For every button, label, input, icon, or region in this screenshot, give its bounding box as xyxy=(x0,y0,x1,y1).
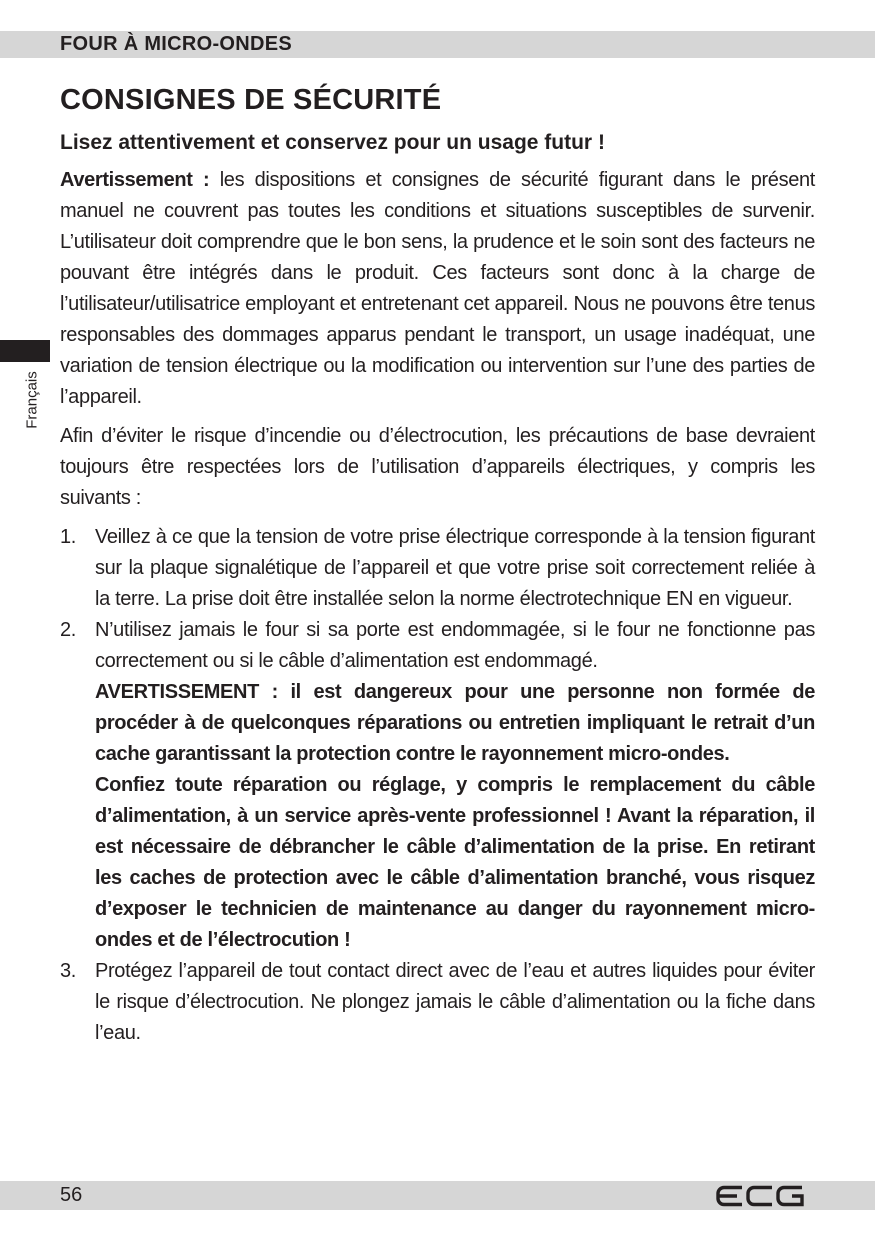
warning-text: les dispositions et consignes de sécurité figurant dans le présent manuel ne couvrent pas toutes les conditions et situations susceptibles de survenir. L’utilisateur doit comprendre que le bon sens, la prudence et le soin sont des facteurs ne pouvant être intégrés dans le produit. Ces facteurs sont donc à la charge de l’utilisateur/utilisatrice employant et entretenant cet appareil. Nous ne pouvons être tenus responsables des dommages apparus pendant le transport, un usage inadéquat, une variation de tension électrique ou la modification ou intervention sur l’une des parties de l’appareil. xyxy=(60,169,815,408)
list-item-number: 2. xyxy=(60,619,76,641)
main-content xyxy=(60,84,815,1049)
warning-label: Avertissement : xyxy=(60,169,210,191)
side-tab-language: Français xyxy=(23,371,41,429)
page-title: CONSIGNES DE SÉCURITÉ xyxy=(60,84,442,116)
ecg-logo xyxy=(716,1185,804,1207)
safety-list xyxy=(60,522,815,1049)
list-item-number: 1. xyxy=(60,526,76,548)
list-item-text: Protégez l’appareil de tout contact direct avec de l’eau et autres liquides pour éviter le risque d’électrocution. Ne plongez jamais le câble d’alimentation ou la fiche dans l’eau. xyxy=(95,960,815,1044)
list-item-text: Veillez à ce que la tension de votre prise électrique corresponde à la tension figurant sur la plaque signalétique de l’appareil et que votre prise soit correctement reliée à la terre. La prise doit être installée selon la norme électrotechnique EN en vigueur. xyxy=(95,526,815,610)
side-tab-marker xyxy=(0,340,50,362)
list-item-text: N’utilisez jamais le four si sa porte est endommagée, si le four ne fonctionne pas correctement ou si le câble d’alimentation est endommagé. xyxy=(95,619,815,672)
list-item-warning: Confiez toute réparation ou réglage, y compris le remplacement du câble d’alimentation, à un service après-vente professionnel ! Avant la réparation, il est nécessaire de débrancher le câble d’alimentation de la prise. En retirant les caches de protection avec le câble d’alimentation branché, vous risquez d’exposer le technicien de maintenance au danger du rayonnement micro-ondes et de l’électrocution ! xyxy=(95,774,815,951)
list-item-warning: AVERTISSEMENT : il est dangereux pour une personne non formée de procéder à de quelconques réparations ou entretien impliquant le retrait d’un cache garantissant la protection contre le rayonnement micro-ondes. xyxy=(95,681,815,765)
list-item xyxy=(60,615,815,956)
list-item-number: 3. xyxy=(60,960,76,982)
list-item xyxy=(60,522,815,615)
header-bar xyxy=(0,31,875,58)
page-subtitle: Lisez attentivement et conservez pour un usage futur ! xyxy=(60,131,605,154)
header-title: FOUR À MICRO-ONDES xyxy=(60,33,293,55)
intro-paragraph: Afin d’éviter le risque d’incendie ou d’électrocution, les précautions de base devraient toujours être respectées lors de l’utilisation d’appareils électriques, y compris les suivants : xyxy=(60,425,815,509)
list-item xyxy=(60,956,815,1049)
page-number: 56 xyxy=(60,1184,83,1206)
warning-paragraph xyxy=(60,165,815,413)
